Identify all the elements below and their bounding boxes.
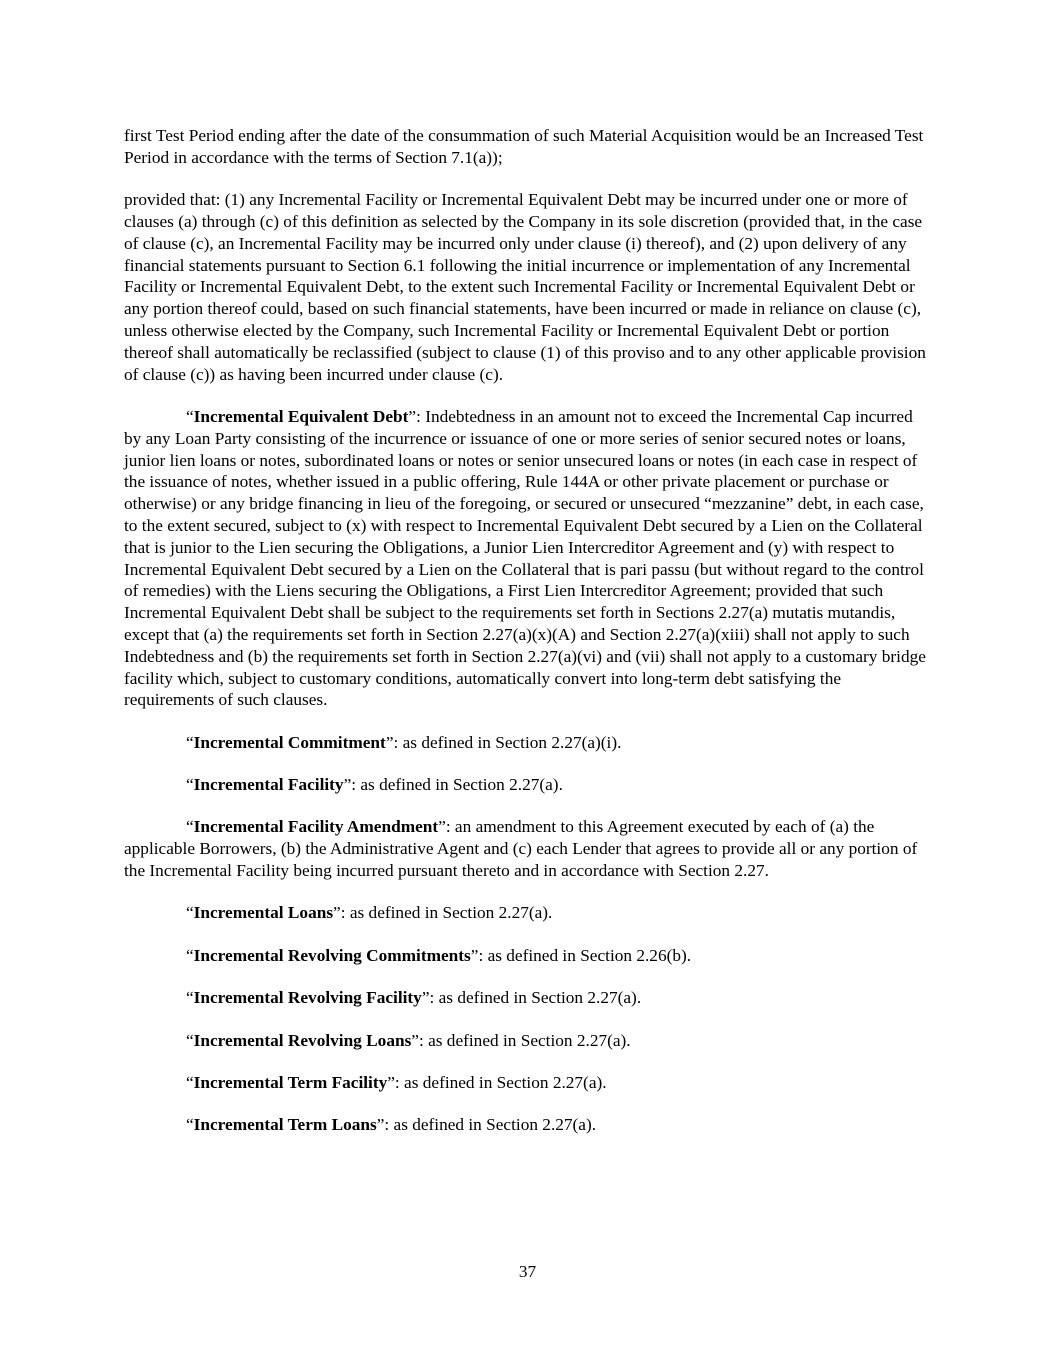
page-number: 37 — [518, 1262, 537, 1281]
defined-term: Incremental Facility — [193, 775, 344, 795]
document-body — [124, 125, 934, 1157]
definition-incremental-revolving-commitments: “Incremental Revolving Commitments”: as defined in Section 2.26(b). — [186, 945, 692, 965]
definition-incremental-equivalent-debt: “Incremental Equivalent Debt”: Indebtedness in an amount not to exceed the Incremental Cap incurred by any Loan Party consisting of the incurrence or issuance of one or more series of senior secured notes or loans, junior lien loans or notes, subordinated loans or notes or senior unsecured loans or notes (in each case in respect of the issuance of notes, whether issued in a public offering, Rule 144A or other private placement or purchase or otherwise) or any bridge financing in lieu of the foregoing, or secured or unsecured “mezzanine” debt, in each case, to the extent secured, subject to (x) with respect to Incremental Equivalent Debt secured by a Lien on the Collateral that is junior to the Lien securing the Obligations, a Junior Lien Intercreditor Agreement and (y) with respect to Incremental Equivalent Debt secured by a Lien on the Collateral that is pari passu (but without regard to the control of remedies) with the Liens securing the Obligations, a First Lien Intercreditor Agreement; provided that such Incremental Equivalent Debt shall be subject to the requirements set forth in Sections 2.27(a) mutatis mutandis, except that (a) the requirements set forth in Section 2.27(a)(x)(A) and Section 2.27(a)(xiii) shall not apply to such Indebtedness and (b) the requirements set forth in Section 2.27(a)(vi) and (vii) shall not apply to a customary bridge facility which, subject to customary conditions, automatically convert into long-term debt satisfying the requirements of such clauses. — [124, 406, 926, 710]
defined-term: Incremental Loans — [193, 903, 334, 923]
defined-term: Incremental Equivalent Debt — [193, 406, 409, 426]
paragraph-proviso: provided that: (1) any Incremental Facility or Incremental Equivalent Debt may be incurred under one or more of clauses (a) through (c) of this definition as selected by the Company in its sole discretion (provided that, in the case of clause (c), an Incremental Facility may be incurred only under clause (i) thereof), and (2) upon delivery of any financial statements pursuant to Section 6.1 following the initial incurrence or implementation of any Incremental Facility or Incremental Equivalent Debt, to the extent such Incremental Facility or Incremental Equivalent Debt or any portion thereof could, based on such financial statements, have been incurred or made in reliance on clause (c), unless otherwise elected by the Company, such Incremental Facility or Incremental Equivalent Debt or portion thereof shall automatically be reclassified (subject to clause (1) of this proviso and to any other applicable provision of clause (c)) as having been incurred under clause (c). — [124, 190, 926, 384]
definition-incremental-facility: “Incremental Facility”: as defined in Section 2.27(a). — [186, 775, 563, 795]
defined-term: Incremental Revolving Facility — [193, 988, 422, 1008]
definition-incremental-term-loans: “Incremental Term Loans”: as defined in Section 2.27(a). — [186, 1115, 597, 1135]
definition-text: : as defined in Section 2.27(a). — [429, 988, 642, 1008]
definition-incremental-revolving-loans: “Incremental Revolving Loans”: as defined in Section 2.27(a). — [186, 1030, 631, 1050]
definition-text: : an amendment to this Agreement executed by each of (a) the applicable Borrowers, (b) the Administrative Agent and (c) each Lender that agrees to provide all or any portion of the Incremental Facility being incurred pursuant thereto and in accordance with Section 2.27. — [124, 817, 918, 881]
definition-text: : as defined in Section 2.27(a). — [394, 1073, 607, 1093]
defined-term: Incremental Term Loans — [193, 1115, 377, 1135]
definition-incremental-term-facility: “Incremental Term Facility”: as defined in Section 2.27(a). — [186, 1073, 607, 1093]
definition-incremental-facility-amendment: “Incremental Facility Amendment”: an amendment to this Agreement executed by each of (a) the applicable Borrowers, (b) the Administrative Agent and (c) each Lender that agrees to provide all or any portion of the Incremental Facility being incurred pursuant thereto and in accordance with Section 2.27. — [124, 817, 918, 881]
definition-incremental-commitment: “Incremental Commitment”: as defined in Section 2.27(a)(i). — [186, 732, 622, 752]
definition-text: : as defined in Section 2.27(a). — [384, 1115, 597, 1135]
defined-term: Incremental Revolving Loans — [193, 1030, 412, 1050]
definition-text: : as defined in Section 2.26(b). — [478, 945, 692, 965]
definition-text: : as defined in Section 2.27(a). — [340, 903, 553, 923]
defined-term: Incremental Revolving Commitments — [193, 945, 471, 965]
defined-term: Incremental Commitment — [193, 732, 386, 752]
definition-text: : as defined in Section 2.27(a). — [351, 775, 563, 795]
definition-text: : as defined in Section 2.27(a)(i). — [393, 732, 622, 752]
defined-term: Incremental Facility Amendment — [193, 817, 439, 837]
definition-text: : Indebtedness in an amount not to exceed the Incremental Cap incurred by any Loan Party consisting of the incurrence or issuance of one or more series of senior secured notes or loans, junior lien loans or notes, subordinated loans or notes or senior unsecured loans or notes (in each case in respect of the issuance of notes, whether issued in a public offering, Rule 144A or other private placement or purchase or otherwise) or any bridge financing in lieu of the foregoing, or secured or unsecured “mezzanine” debt, in each case, to the extent secured, subject to (x) with respect to Incremental Equivalent Debt secured by a Lien on the Collateral that is junior to the Lien securing the Obligations, a Junior Lien Intercreditor Agreement and (y) with respect to Incremental Equivalent Debt secured by a Lien on the Collateral that is pari passu (but without regard to the control of remedies) with the Liens securing the Obligations, a First Lien Intercreditor Agreement; provided that such Incremental Equivalent Debt shall be subject to the requirements set forth in Sections 2.27(a) mutatis mutandis, except that (a) the requirements set forth in Section 2.27(a)(x)(A) and Section 2.27(a)(xiii) shall not apply to such Indebtedness and (b) the requirements set forth in Section 2.27(a)(vi) and (vii) shall not apply to a customary bridge facility which, subject to customary conditions, automatically convert into long-term debt satisfying the requirements of such clauses. — [124, 406, 926, 710]
defined-term: Incremental Term Facility — [193, 1073, 388, 1093]
definition-text: : as defined in Section 2.27(a). — [418, 1030, 631, 1050]
definition-incremental-revolving-facility: “Incremental Revolving Facility”: as defined in Section 2.27(a). — [186, 988, 642, 1008]
definition-incremental-loans: “Incremental Loans”: as defined in Section 2.27(a). — [186, 903, 553, 923]
paragraph-continuation: first Test Period ending after the date of the consummation of such Material Acquisition would be an Increased Test Period in accordance with the terms of Section 7.1(a)); — [124, 126, 924, 167]
